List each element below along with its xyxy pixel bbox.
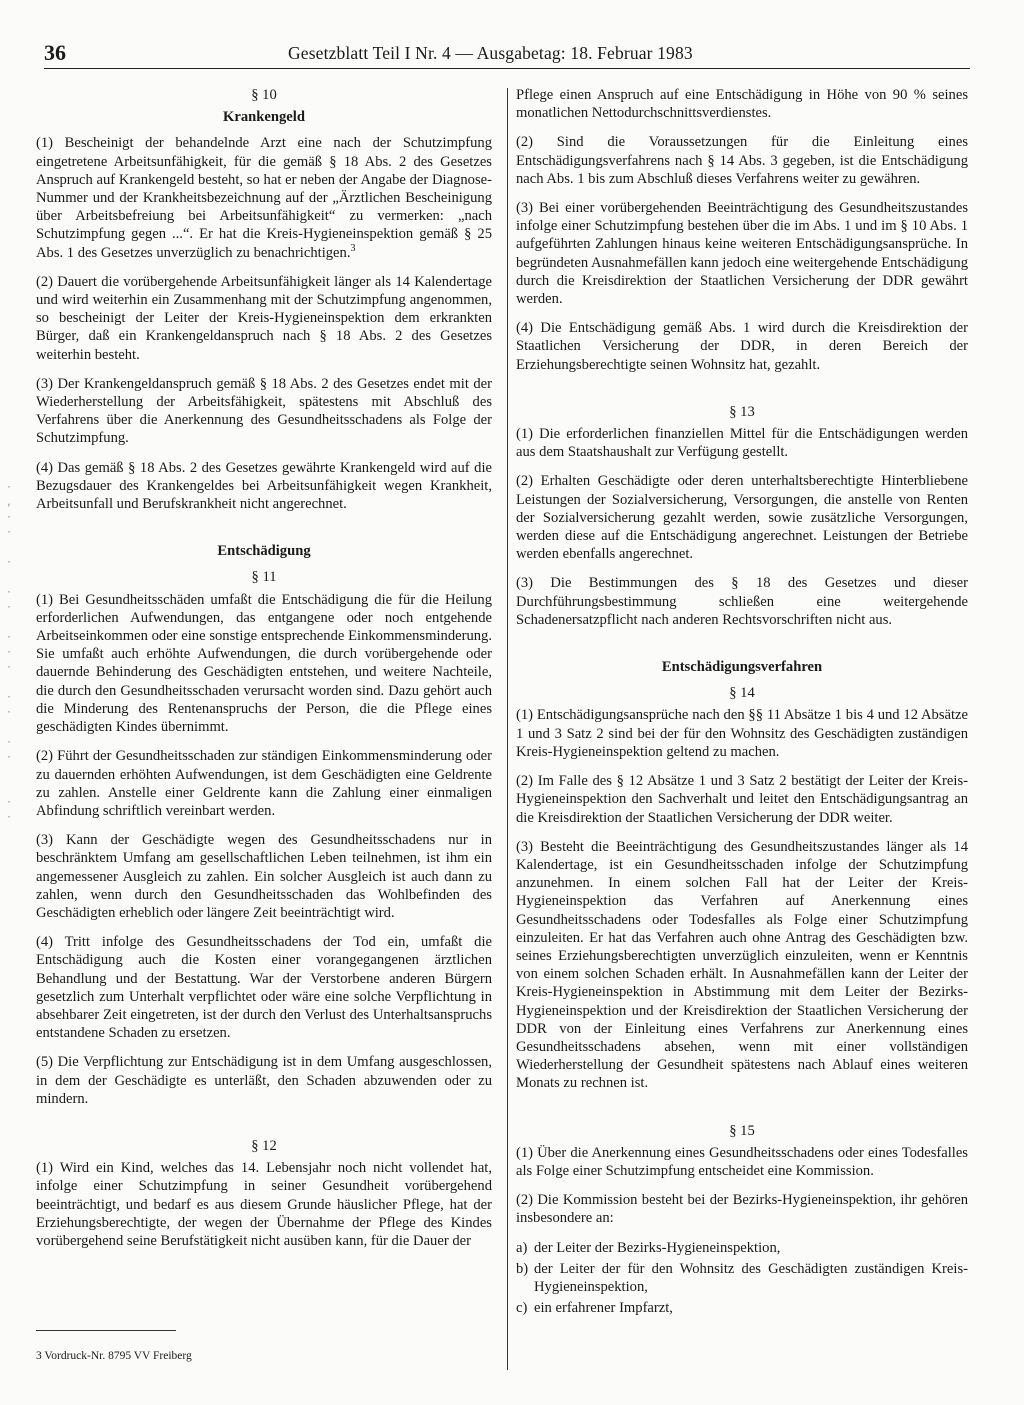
header-rule: [44, 68, 970, 69]
spacer: [36, 524, 492, 542]
list-item: [516, 1260, 968, 1296]
section-13-heading: § 13: [729, 403, 755, 420]
section-11-para-1: (1) Bei Gesundheitsschäden umfaßt die Entschädigung die für die Heilung erforderlichen Aufwendungen, das entgangene oder noch entgehende Arbeitseinkommen oder eine sonstige entsprechende Einkommensminderung. Sie umfaßt auch erhöhte Aufwendungen, die durch vorübergehende oder dauernde Behinderung des Geschädigten entstehen, und weitere Nachteile, die durch den Gesundheitsschaden verursacht worden sind. Dazu gehört auch die Minderung des Rentenanspruchs der Person, die die Pflege eines geschädigten Kindes übernimmt.: [36, 591, 492, 736]
column-divider: [507, 88, 508, 1370]
commission-members-list: [516, 1239, 968, 1318]
section-13-para-2: (2) Erhalten Geschädigte oder deren unterhaltsberechtigte Hinterbliebene Leistungen der Sozialversicherung, Versorgungen, die anstelle von Renten der Sozialversicherung gezahlt werden, sowie zusätzliche Versorgungen, werden diese auf die Entschädigung angerechnet. Leistungen der Betriebe werden ebenfalls angerechnet.: [516, 473, 968, 563]
running-title: Gesetzblatt Teil I Nr. 4 — Ausgabetag: 18. Februar 1983: [288, 43, 693, 63]
section-12-para-2: (2) Sind die Voraussetzungen für die Einleitung eines Entschädigungsverfahrens nach § 14 Abs. 3 gegeben, ist die Entschädigung nach Abs. 1 bis zum Abschluß dieses Verfahrens weiter zu gewähren.: [516, 134, 968, 187]
section-14-heading: § 14: [729, 685, 755, 702]
section-13-para-1: (1) Die erforderlichen finanziellen Mittel für die Entschädigungen werden aus dem Staatshaushalt zur Verfügung gestellt.: [516, 426, 968, 461]
section-10-para-2: (2) Dauert die vorübergehende Arbeitsunfähigkeit länger als 14 Kalendertage und wird weiterhin ein Zusammenhang mit der Schutzimpfung angenommen, so bescheinigt der Leiter der Kreis-Hygieneinspektion dem erkrankten Bürger, daß ein Krankengeldanspruch nach § 18 Abs. 2 des Gesetzes weiterhin besteht.: [36, 273, 492, 363]
footnote-rule: [36, 1330, 176, 1331]
section-11-para-5: (5) Die Verpflichtung zur Entschädigung ist in dem Umfang ausgeschlossen, in dem der Geschädigte es unterläßt, den Schaden abzuwenden oder zu mindern.: [36, 1054, 492, 1107]
section-11-para-3: (3) Kann der Geschädigte wegen des Gesundheitsschadens nur in beschränktem Umfang am gesellschaftlichen Leben teilnehmen, ist ihm ein angemessener Ausgleich zu zahlen. Ein solcher Ausgleich ist auch dann zu zahlen, wenn durch den Gesundheitsschaden das Wohlbefinden des Geschädigten erheblich oder längere Zeit beeinträchtigt wird.: [36, 832, 492, 921]
section-12-heading: § 12: [251, 1137, 277, 1154]
section-11-para-4: (4) Tritt infolge des Gesundheitsschadens der Tod ein, umfaßt die Entschädigung auch die Kosten einer vorangegangenen ärztlichen Behandlung und der Bestattung. War der Verstorbene anderen Bürgern gesetzlich zum Unterhalt verpflichtet oder wäre eine solche Verpflichtung in absehbarer Zeit eingetreten, ist der durch den Verlust des Unterhaltsanspruchs entstandene Schaden zu ersetzen.: [36, 934, 492, 1042]
footnote: 3 Vordruck-Nr. 8795 VV Freiberg: [36, 1350, 192, 1362]
section-10-heading: § 10: [251, 87, 277, 103]
page-header: [0, 0, 1024, 70]
right-column: [516, 86, 968, 1320]
spacer: [36, 1119, 492, 1137]
footnote-ref: 3: [350, 242, 356, 254]
list-marker: b): [516, 1260, 529, 1277]
section-15-para-2: (2) Die Kommission besteht bei der Bezirks-Hygieneinspektion, ihr gehören insbesondere an:: [516, 1192, 968, 1227]
spacer: [516, 1104, 968, 1122]
section-10-para-4: (4) Das gemäß § 18 Abs. 2 des Gesetzes gewährte Krankengeld wird auf die Bezugsdauer des Krankengeldes bei Arbeitsunfähigkeit wegen Krankheit, Arbeitsunfall und Berufskrankheit nicht angerechnet.: [36, 459, 492, 513]
section-10-para-1: [36, 134, 492, 261]
section-13-para-3: (3) Die Bestimmungen des § 18 des Gesetzes und dieser Durchführungsbestimmung schließen eine weitergehende Schadenersatzpflicht nach anderen Rechtsvorschriften nicht aus.: [516, 575, 968, 628]
entschaedigungsverfahren-title: Entschädigungsverfahren: [661, 659, 823, 676]
list-item: [516, 1299, 968, 1317]
section-14-para-1: (1) Entschädigungsansprüche nach den §§ 11 Absätze 1 bis 4 und 12 Absätze 1 und 3 Satz 2 sind bei der für den Wohnsitz des Geschädigten zuständigen Kreis-Hygieneinspektion geltend zu machen.: [516, 707, 968, 760]
list-item-text: ein erfahrener Impfarzt,: [534, 1300, 673, 1317]
list-marker: a): [516, 1239, 528, 1256]
section-10-title: Krankengeld: [223, 109, 305, 126]
page-number: 36: [44, 40, 66, 65]
section-12-para-1: (1) Wird ein Kind, welches das 14. Lebensjahr noch nicht vollendet hat, infolge einer Schutzimpfung in seiner Gesundheit vorübergehend beeinträchtigt, und bedarf es aus diesem Grunde häuslicher Pflege, hat der Erziehungsberechtigte, der wegen der Übernahme der Pflege des Kindes vorübergehend seine Berufstätigkeit nicht ausüben kann, für die Dauer der: [36, 1160, 492, 1249]
section-10-para-3: (3) Der Krankengeldanspruch gemäß § 18 Abs. 2 des Gesetzes endet mit der Wiederherstellung der Arbeitsfähigkeit, spätestens mit Abschluß des Verfahrens über die Anerkennung des Gesundheitsschadens als Folge der Schutzimpfung.: [36, 375, 492, 447]
list-marker: c): [516, 1300, 528, 1317]
spacer: [516, 385, 968, 403]
list-item-text: der Leiter der für den Wohnsitz des Geschädigten zuständigen Kreis-Hygieneinspektion,: [534, 1260, 968, 1295]
section-12-para-4: (4) Die Entschädigung gemäß Abs. 1 wird durch die Kreisdirektion der Staatlichen Versicherung der DDR, in deren Bereich der Erziehungsberechtigte seinen Wohnsitz hat, gezahlt.: [516, 320, 968, 373]
section-14-para-3: (3) Besteht die Beeinträchtigung des Gesundheitszustandes länger als 14 Kalendertage, ist ein Gesundheitsschaden infolge der Schutzimpfung anzunehmen. In einem solchen Fall hat der Leiter der Kreis-Hygieneinspektion das Verfahren auf Anerkennung eines Gesundheitsschadens oder Todesfalles als Folge einer Schutzimpfung einzuleiten. Er hat das Verfahren auch ohne Antrag des Geschädigten bzw. seines Erziehungsberechtigten unverzüglich einzuleiten, wenn er Kenntnis von einem solchen Schaden erhält. In Ausnahmefällen kann der Leiter der Kreis-Hygieneinspektion in Abstimmung mit dem Leiter der Bezirks-Hygieneinspektion und der Kreisdirektion der Staatlichen Versicherung der DDR von der Einleitung eines Verfahrens zur Anerkennung eines Gesundheitsschadens absehen, wenn mit einer vollständigen Wiederherstellung der Gesundheit spätestens nach Ablauf eines weiteren Monats zu rechnen ist.: [516, 838, 968, 1092]
section-11-para-2: (2) Führt der Gesundheitsschaden zur ständigen Einkommensminderung oder zu dauernden erhöhten Aufwendungen, ist dem Geschädigten eine Geldrente zu zahlen. Anstelle einer Geldrente kann die Zahlung einer einmaligen Abfindung schriftlich vereinbart werden.: [36, 748, 492, 819]
section-11-heading: § 11: [251, 569, 277, 586]
section-12-para-3: (3) Bei einer vorübergehenden Beeinträchtigung des Gesundheitszustandes infolge einer Schutzimpfung bestehen über die im Abs. 1 und im § 10 Abs. 1 aufgeführten Zahlungen hinaus keine weiteren Entschädigungsansprüche. In begründeten Ausnahmefällen kann jedoch eine weitergehende Entschädigung durch die Kreisdirektion der Staatlichen Versicherung der DDR gewährt werden.: [516, 200, 968, 308]
left-column: [36, 86, 492, 1261]
spacer: [516, 640, 968, 658]
section-15-para-1: (1) Über die Anerkennung eines Gesundheitsschadens oder eines Todesfalles als Folge einer Schutzimpfung entscheidet eine Kommission.: [516, 1144, 968, 1179]
section-12-para-1-continued: Pflege einen Anspruch auf eine Entschädigung in Höhe von 90 % seines monatlichen Nettodurchschnittsverdienstes.: [516, 87, 968, 122]
margin-marks: · ‚ · · · · · · · · · · · · · ·: [6, 482, 13, 823]
section-15-heading: § 15: [729, 1122, 755, 1139]
list-item-text: der Leiter der Bezirks-Hygieneinspektion,: [534, 1239, 781, 1256]
list-item: [516, 1239, 968, 1257]
section-10-para-1-text: (1) Bescheinigt der behandelnde Arzt eine nach der Schutzimpfung eingetretene Arbeitsunfähigkeit, für die gemäß § 18 Abs. 2 des Gesetzes Anspruch auf Krankengeld besteht, so hat er neben der Angabe der Diagnose-Nummer und der Krankheitsbezeichnung auf der „Ärztlichen Bescheinigung über Arbeitsbefreiung bei Arbeitsunfähigkeit“ zu vermerken: „nach Schutzimpfung gegen ...“. Er hat die Kreis-Hygieneinspektion gemäß § 25 Abs. 1 des Gesetzes unverzüglich zu benachrichtigen.: [36, 135, 492, 261]
section-14-para-2: (2) Im Falle des § 12 Absätze 1 und 3 Satz 2 bestätigt der Leiter der Kreis-Hygieneinspektion den Sachverhalt und leitet den Entschädigungsantrag an die Kreisdirektion der Staatlichen Versicherung der DDR weiter.: [516, 773, 968, 826]
entschaedigung-title: Entschädigung: [217, 543, 311, 560]
